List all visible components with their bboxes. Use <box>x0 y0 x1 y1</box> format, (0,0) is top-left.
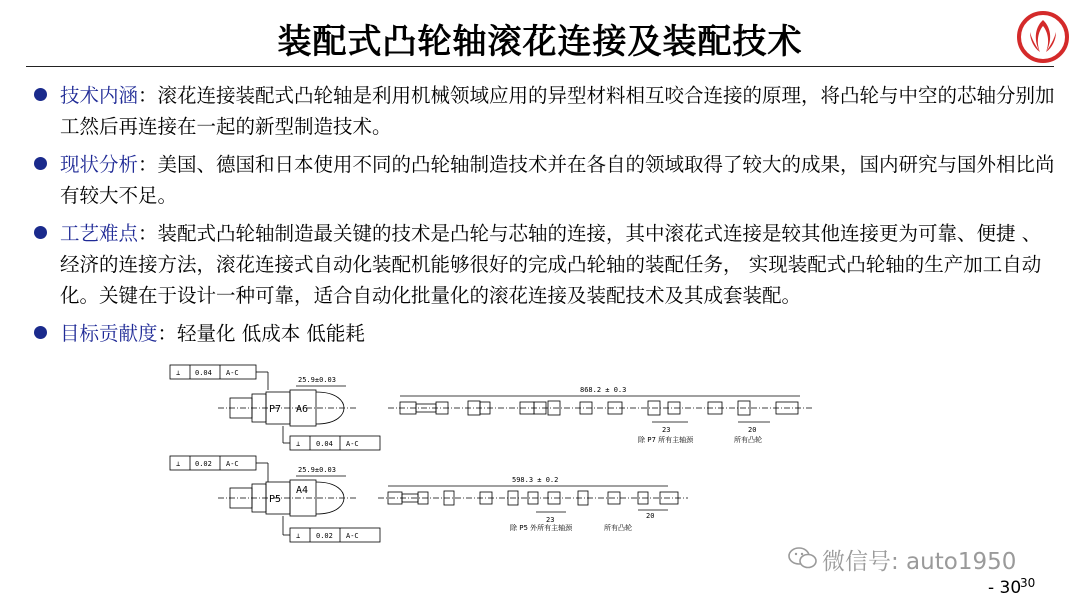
wechat-icon <box>788 545 818 571</box>
bottom-tolerance-frame <box>170 456 256 470</box>
tol-value: 0.04 <box>195 369 212 377</box>
bullet-item <box>30 80 1060 142</box>
tol-symbol: ⊥ <box>176 369 181 377</box>
bottom-overall-dim: 598.3 ± 0.2 <box>512 476 559 484</box>
top-note-2: 所有凸轮 <box>734 436 762 444</box>
dongfeng-logo <box>1016 10 1070 64</box>
bullet-dot-icon <box>34 157 47 170</box>
bullet-item <box>30 318 1060 349</box>
bullet-heading: 目标贡献度 <box>60 322 158 345</box>
bullet-separator: ： <box>138 153 158 176</box>
bottom-note-1: 除 P5 外所有主轴颈 <box>510 524 573 532</box>
bullet-item <box>30 149 1060 211</box>
bottom-note-2: 所有凸轮 <box>604 524 632 532</box>
top-overall-dim: 868.2 ± 0.3 <box>580 386 627 394</box>
bullet-dot-icon <box>34 88 47 101</box>
svg-text:⊥: ⊥ <box>296 532 301 540</box>
svg-text:A-C: A-C <box>226 460 239 468</box>
bullet-body: 装配式凸轮轴制造最关键的技术是凸轮与芯轴的连接，其中滚花式连接是较其他连接更为可靠、便捷 、经济的连接方法，滚花连接式自动化装配机能够很好的完成凸轮轴的装配任务， 实现装配式凸轮轴的生产加工自动化。关键在于设计一种可靠，适合自动化批量化的滚花连接及装配技术及其成套装配。 <box>60 222 1042 307</box>
bullet-body: 轻量化 低成本 低能耗 <box>177 322 365 345</box>
page-number-small: 30 <box>1020 576 1036 590</box>
top-note-1: 除 P7 所有主轴颈 <box>638 436 694 444</box>
top-dimension: 25.9±0.03 <box>298 376 336 384</box>
bullet-heading: 现状分析 <box>60 153 139 176</box>
bullet-separator: ： <box>138 84 158 107</box>
camshaft-technical-drawing <box>168 362 828 552</box>
page-number: - 30 <box>988 578 1022 598</box>
bullet-list <box>30 80 1060 356</box>
title-divider <box>26 66 1054 67</box>
bottom-label-p: P5 <box>269 494 282 505</box>
bullet-item <box>30 218 1060 311</box>
top-small-dim-1: 23 <box>662 426 671 434</box>
bottom-small-dim-1: 23 <box>546 516 555 524</box>
bullet-body: 美国、德国和日本使用不同的凸轮轴制造技术并在各自的领域取得了较大的成果，国内研究与国外相比尚有较大不足。 <box>60 153 1055 207</box>
top-small-dim-2: 20 <box>748 426 757 434</box>
bottom-small-dim-2: 20 <box>646 512 655 520</box>
svg-text:0.02: 0.02 <box>316 532 333 540</box>
top-tolerance-frame-2 <box>290 436 380 450</box>
bullet-heading: 技术内涵 <box>60 84 139 107</box>
svg-text:⊥: ⊥ <box>296 440 301 448</box>
bottom-tolerance-frame-2 <box>290 528 380 542</box>
tol-datum: A-C <box>226 369 239 377</box>
top-label-p: P7 <box>269 404 282 415</box>
bullet-separator: ： <box>138 222 158 245</box>
svg-text:0.02: 0.02 <box>195 460 212 468</box>
bullet-heading: 工艺难点 <box>60 222 139 245</box>
bullet-body: 滚花连接装配式凸轮轴是利用机械领域应用的异型材料相互咬合连接的原理，将凸轮与中空的芯轴分别加工然后再连接在一起的新型制造技术。 <box>60 84 1055 138</box>
page-title: 装配式凸轮轴滚花连接及装配技术 <box>277 22 803 62</box>
top-label-a: A6 <box>296 404 309 415</box>
bullet-dot-icon <box>34 326 47 339</box>
svg-text:0.04: 0.04 <box>316 440 333 448</box>
svg-text:A-C: A-C <box>346 440 359 448</box>
bullet-separator: ： <box>157 322 178 345</box>
bottom-label-a: A4 <box>296 485 309 496</box>
watermark-text: 微信号: auto1950 <box>822 549 1017 575</box>
top-tolerance-frame <box>170 365 256 379</box>
svg-text:⊥: ⊥ <box>176 460 181 468</box>
bottom-dimension: 25.9±0.03 <box>298 466 336 474</box>
bullet-dot-icon <box>34 226 47 239</box>
svg-text:A-C: A-C <box>346 532 359 540</box>
